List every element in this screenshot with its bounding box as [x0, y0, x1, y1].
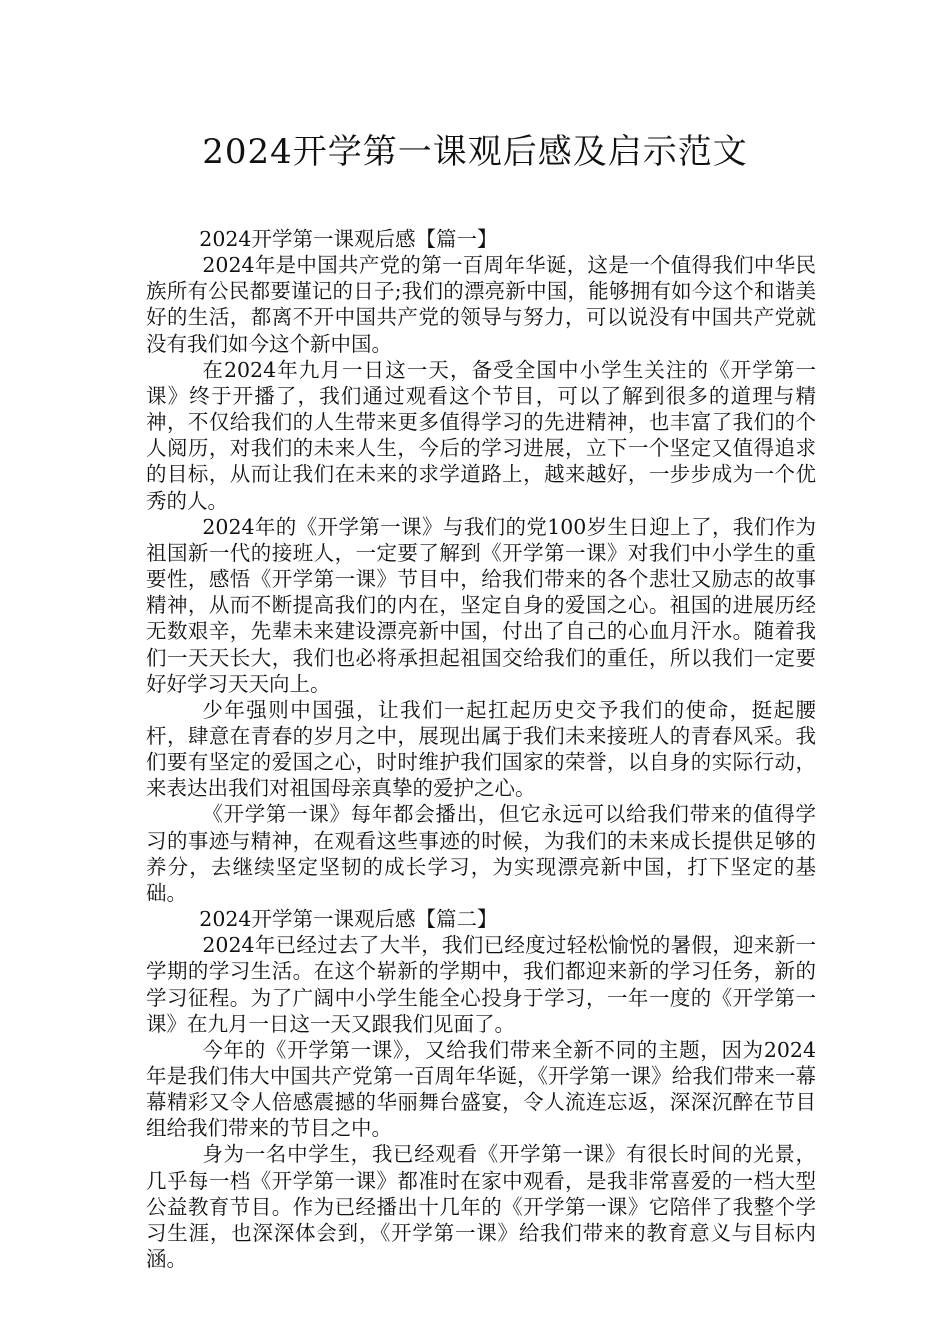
paragraph: 《开学第一课》每年都会播出，但它永远可以给我们带来的值得学习的事迹与精神，在观看这些事迹的时候，为我们的未来成长提供足够的养分，去继续坚定坚韧的成长学习，为实现漂亮新中国，打下坚定的基础。 [146, 802, 816, 905]
paragraph: 今年的《开学第一课》，又给我们带来全新不同的主题，因为2024年是我们伟大中国共产党第一百周年华诞，《开学第一课》给我们带来一幕幕精彩又令人倍感震撼的华丽舞台盛宴，令人流连忘返，深深沉醉在节目组给我们带来的节目之中。 [146, 1037, 816, 1141]
paragraph: 2024年的《开学第一课》与我们的党100岁生日迎上了，我们作为祖国新一代的接班人，一定要了解到《开学第一课》对我们中小学生的重要性，感悟《开学第一课》节目中，给我们带来的各个悲壮又励志的故事精神，从而不断提高我们的内在，坚定自身的爱国之心。祖国的进展历经无数艰辛，先辈未来建设漂亮新中国，付出了自己的心血月汗水。随着我们一天天长大，我们也必将承担起祖国交给我们的重任，所以我们一定要好好学习天天向上。 [146, 514, 816, 696]
document-body [146, 226, 816, 1272]
paragraph: 2024年是中国共产党的第一百周年华诞，这是一个值得我们中华民族所有公民都要谨记的日子;我们的漂亮新中国，能够拥有如今这个和谐美好的生活，都离不开中国共产党的领导与努力，可以说没有中国共产党就没有我们如今这个新中国。 [146, 253, 816, 356]
section-heading-2: 2024开学第一课观后感【篇二】 [199, 907, 498, 932]
paragraph: 身为一名中学生，我已经观看《开学第一课》有很长时间的光景，几乎每一档《开学第一课》都准时在家中观看，是我非常喜爱的一档大型公益教育节目。作为已经播出十几年的《开学第一课》它陪伴了我整个学习生涯，也深深体会到，《开学第一课》给我们带来的教育意义与目标内涵。 [146, 1142, 816, 1272]
paragraph: 2024年已经过去了大半，我们已经度过轻松愉悦的暑假，迎来新一学期的学习生活。在这个崭新的学期中，我们都迎来新的学习任务，新的学习征程。为了广阔中小学生能全心投身于学习，一年一度的《开学第一课》在九月一日这一天又跟我们见面了。 [146, 933, 816, 1036]
paragraph: 在2024年九月一日这一天，备受全国中小学生关注的《开学第一课》终于开播了，我们通过观看这个节目，可以了解到很多的道理与精神，不仅给我们的人生带来更多值得学习的先进精神，也丰富了我们的个人阅历，对我们的未来人生，今后的学习进展，立下一个坚定又值得追求的目标，从而让我们在未来的求学道路上，越来越好，一步步成为一个优秀的人。 [146, 357, 816, 513]
section-heading-1: 2024开学第一课观后感【篇一】 [199, 227, 498, 251]
document-title: 2024开学第一课观后感及启示范文 [202, 132, 748, 172]
paragraph: 少年强则中国强，让我们一起扛起历史交予我们的使命，挺起腰杆，肆意在青春的岁月之中，展现出属于我们未来接班人的青春风采。我们要有坚定的爱国之心，时时维护我们国家的荣誉，以自身的实际行动，来表达出我们对祖国母亲真挚的爱护之心。 [146, 697, 816, 801]
